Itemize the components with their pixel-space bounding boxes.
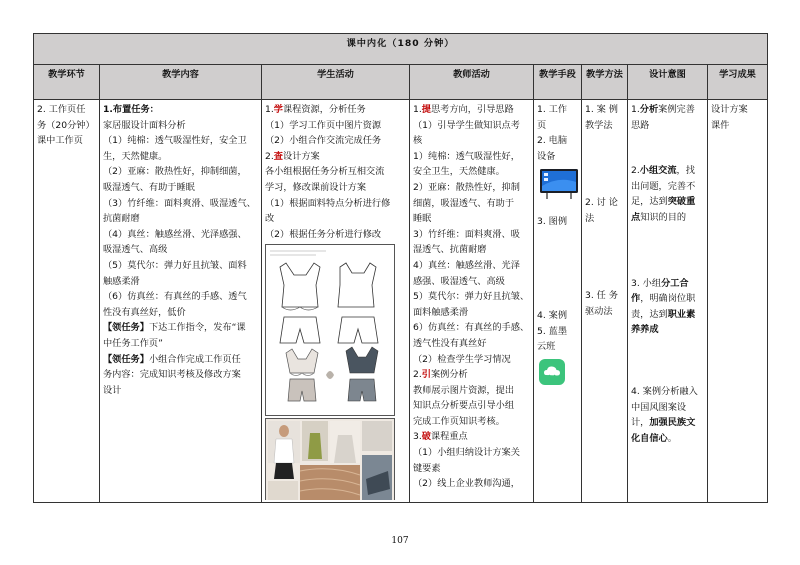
intent-line: [631, 210, 704, 226]
monitor-icon: [539, 168, 578, 200]
method-line: 驱动法: [585, 305, 613, 317]
student-line: （1）根据面料特点分析进行修: [265, 197, 391, 209]
intent-line: 中国风图案设: [631, 401, 687, 413]
assign-text: 下达工作指令，发布“课: [148, 322, 246, 334]
teacher-step-1: [413, 102, 530, 118]
method-line: 法: [585, 212, 595, 224]
teacher-step-2: [413, 367, 530, 383]
teacher-line: 核: [413, 135, 423, 147]
bracket-label: 【领任务】: [103, 353, 149, 365]
intent-keyword: 点: [631, 211, 641, 223]
teacher-line: 键要素: [413, 462, 441, 474]
outcome-line: 设计方案: [711, 104, 748, 115]
garment-design-sketch: [265, 244, 395, 416]
step-num: 2.: [413, 369, 422, 381]
step-key: 提: [421, 104, 431, 115]
content-line: （1）纯棉：透气吸湿性好，安全卫: [103, 135, 247, 147]
step-key: 查: [273, 150, 283, 162]
step-num: 3.: [413, 431, 422, 443]
bracket-label: 【领任务】: [103, 322, 149, 334]
intent-line: 出问题，完善不: [631, 180, 696, 192]
intent-line: 4. 案例分析融入: [631, 385, 698, 397]
step-rest: 设计方案: [282, 150, 320, 162]
step-num: 1.: [265, 104, 274, 115]
method-line: 2. 讨 论: [585, 197, 618, 209]
means-line: 4. 案例: [537, 309, 568, 321]
teacher-step-3: [413, 429, 530, 445]
intent-keyword: 职业素: [667, 308, 696, 320]
teacher-line: 安全卫生，天然健康。: [413, 166, 505, 178]
intent-keyword: 作: [631, 293, 641, 305]
method-line: 3. 任 务: [585, 290, 618, 302]
teacher-line: 1）纯棉：透气吸湿性好，: [413, 150, 520, 162]
means-line: 1. 工作: [537, 104, 568, 115]
header-teacher: 教师活动: [410, 65, 534, 100]
teacher-line: 5）莫代尔：弹力好且抗皱、: [413, 291, 530, 303]
step-rest: 案例分析: [430, 369, 468, 381]
task-heading: [103, 102, 258, 118]
student-cell: [262, 100, 410, 503]
header-row: [34, 65, 768, 100]
intent-line: [631, 415, 704, 431]
teacher-line: 4）真丝：触感丝滑、光泽: [413, 259, 520, 271]
intent-line: 养养成: [631, 324, 659, 336]
stage-line: 2. 工作页任: [37, 104, 86, 115]
teacher-line: 6）仿真丝：有真丝的手感、: [413, 322, 530, 334]
content-line: 吸湿透气、高级: [103, 244, 168, 256]
intent-keyword: 化自信心: [631, 432, 668, 444]
page-number: 107: [391, 536, 409, 546]
teacher-line: （1）引导学生做知识点考: [413, 119, 520, 131]
intent-keyword: 分工合: [661, 277, 689, 289]
cloud-class-app-icon: [539, 359, 565, 385]
teacher-line: 教师展示图片资源，提出: [413, 384, 515, 396]
student-line: （2）根据任务分析进行修改: [265, 228, 382, 240]
header-stage: 教学环节: [34, 65, 100, 100]
teacher-line: 完成工作页知识考核。: [413, 415, 505, 427]
content-line: （6）仿真丝：有真丝的手感、透气: [103, 291, 247, 303]
student-line: 改: [265, 213, 275, 225]
intent-num: 2.: [631, 165, 640, 177]
teacher-line: 2）亚麻：散热性好，抑制: [413, 181, 520, 193]
means-line: 云班: [537, 341, 556, 353]
intent-keyword: 突破重: [667, 196, 696, 208]
step-key: 学: [273, 104, 283, 115]
header-outcome: 学习成果: [708, 65, 768, 100]
intent-text: 案例完善: [658, 104, 695, 115]
step-num: 2.: [265, 150, 274, 162]
lesson-plan-table: [33, 33, 768, 503]
step-rest: 课程资源，分析任务: [282, 104, 366, 115]
means-line: 5. 蓝墨: [537, 325, 568, 337]
intent-num: 1.: [631, 104, 640, 115]
content-line: 性没有真丝好，低价: [103, 306, 186, 318]
means-line: 设备: [537, 150, 556, 162]
intent-line: [631, 291, 704, 307]
intent-line: [631, 431, 704, 447]
teacher-line: 感强、吸湿透气、高级: [413, 275, 505, 287]
teacher-line: 湿透气、抗菌耐磨: [413, 244, 487, 256]
header-content: 教学内容: [100, 65, 262, 100]
methods-cell: [582, 100, 628, 503]
teacher-line: 睡眠: [413, 213, 432, 225]
stage-line: 务（20分钟）: [37, 119, 95, 131]
intent-text: ，找: [676, 165, 695, 177]
intent-keyword: 分析: [639, 104, 659, 115]
step-key: 引: [421, 369, 431, 381]
outcome-line: 课件: [711, 119, 730, 131]
fabric-photo-collage: [265, 418, 395, 500]
intent-text: 足，达到: [631, 196, 668, 208]
content-line: （4）真丝：触感丝滑、光泽感强、: [103, 228, 247, 240]
intent-keyword: 小组交流: [639, 165, 677, 177]
header-means: 教学手段: [534, 65, 582, 100]
student-line: 学习，修改课前设计方案: [265, 181, 367, 193]
intent-1: [631, 102, 704, 118]
content-line: 抗菌耐磨: [103, 213, 140, 225]
student-line: （1）学习工作页中图片资源: [265, 119, 382, 131]
teacher-line: （2）检查学生学习情况: [413, 353, 511, 365]
content-line: 触感柔滑: [103, 275, 140, 287]
means-line: 3. 图例: [537, 216, 568, 228]
means-line: 页: [537, 119, 547, 131]
step-num: 1.: [413, 104, 422, 115]
intent-keyword: 加强民族文: [649, 417, 696, 429]
means-cell: [534, 100, 582, 503]
intent-text: 责，达到: [631, 308, 668, 320]
task-num: 1.: [103, 104, 113, 115]
intent-line: [631, 194, 704, 210]
content-line: （5）莫代尔：弹力好且抗皱、面料: [103, 259, 247, 271]
teacher-line: 透气性没有真丝好: [413, 337, 487, 349]
teacher-line: （1）小组归纳设计方案关: [413, 447, 520, 459]
body-row: [34, 100, 768, 503]
task-title: 布置任务：: [112, 104, 159, 115]
table-title: 课中内化（180 分钟）: [34, 34, 768, 65]
task-assign-line: [103, 352, 258, 368]
step-rest: 思考方向，引导思路: [430, 104, 514, 115]
student-step-1: [265, 102, 406, 118]
header-methods: 教学方法: [582, 65, 628, 100]
assign-text: 小组合作完成工作页任: [148, 353, 241, 365]
content-line: 务内容：完成知识考核及修改方案: [103, 369, 241, 381]
teacher-line: 细菌，吸湿透气、有助于: [413, 197, 515, 209]
intent-cell: [628, 100, 708, 503]
stage-cell: [34, 100, 100, 503]
content-line: 家居服设计面料分析: [103, 119, 186, 131]
intent-text: 计，: [631, 417, 650, 429]
method-line: 1. 案 例: [585, 104, 618, 115]
intent-line: 思路: [631, 119, 650, 131]
method-line: 教学法: [585, 119, 613, 131]
stage-line: 课中工作页: [37, 135, 83, 147]
teacher-line: （2）线上企业教师沟通，: [413, 478, 520, 490]
intent-2: [631, 163, 704, 179]
intent-num: 3. 小组: [631, 277, 662, 289]
teacher-line: 3）竹纤维：面料爽滑、吸: [413, 228, 520, 240]
step-key: 破: [421, 431, 431, 443]
content-line: （3）竹纤维：面料爽滑、吸湿透气、: [103, 197, 256, 209]
outcome-cell: [708, 100, 768, 503]
intent-text: ，明确岗位职: [640, 293, 696, 305]
student-line: 各小组根据任务分析互相交流: [265, 166, 385, 178]
content-line: 生，天然健康。: [103, 150, 168, 162]
header-intent: 设计意图: [628, 65, 708, 100]
teacher-cell: [410, 100, 534, 503]
teacher-line: 知识点分析要点引导小组: [413, 400, 515, 412]
content-line: 吸湿透气、有助于睡眠: [103, 181, 195, 193]
teacher-line: 面料触感柔滑: [413, 306, 469, 318]
task-assign-line: [103, 320, 258, 336]
content-line: 中任务工作页”: [103, 337, 163, 349]
intent-text: 知识的目的: [640, 211, 687, 223]
intent-3: [631, 276, 704, 292]
intent-line: [631, 307, 704, 323]
student-line: （2）小组合作交流完成任务: [265, 135, 382, 147]
header-student: 学生活动: [262, 65, 410, 100]
means-line: 2. 电脑: [537, 135, 568, 147]
intent-text: 。: [667, 432, 677, 444]
content-line: 设计: [103, 384, 122, 396]
content-cell: [100, 100, 262, 503]
step-rest: 课程重点: [430, 431, 468, 443]
content-line: （2）亚麻：散热性好，抑制细菌，: [103, 166, 247, 178]
student-step-2: [265, 149, 406, 165]
